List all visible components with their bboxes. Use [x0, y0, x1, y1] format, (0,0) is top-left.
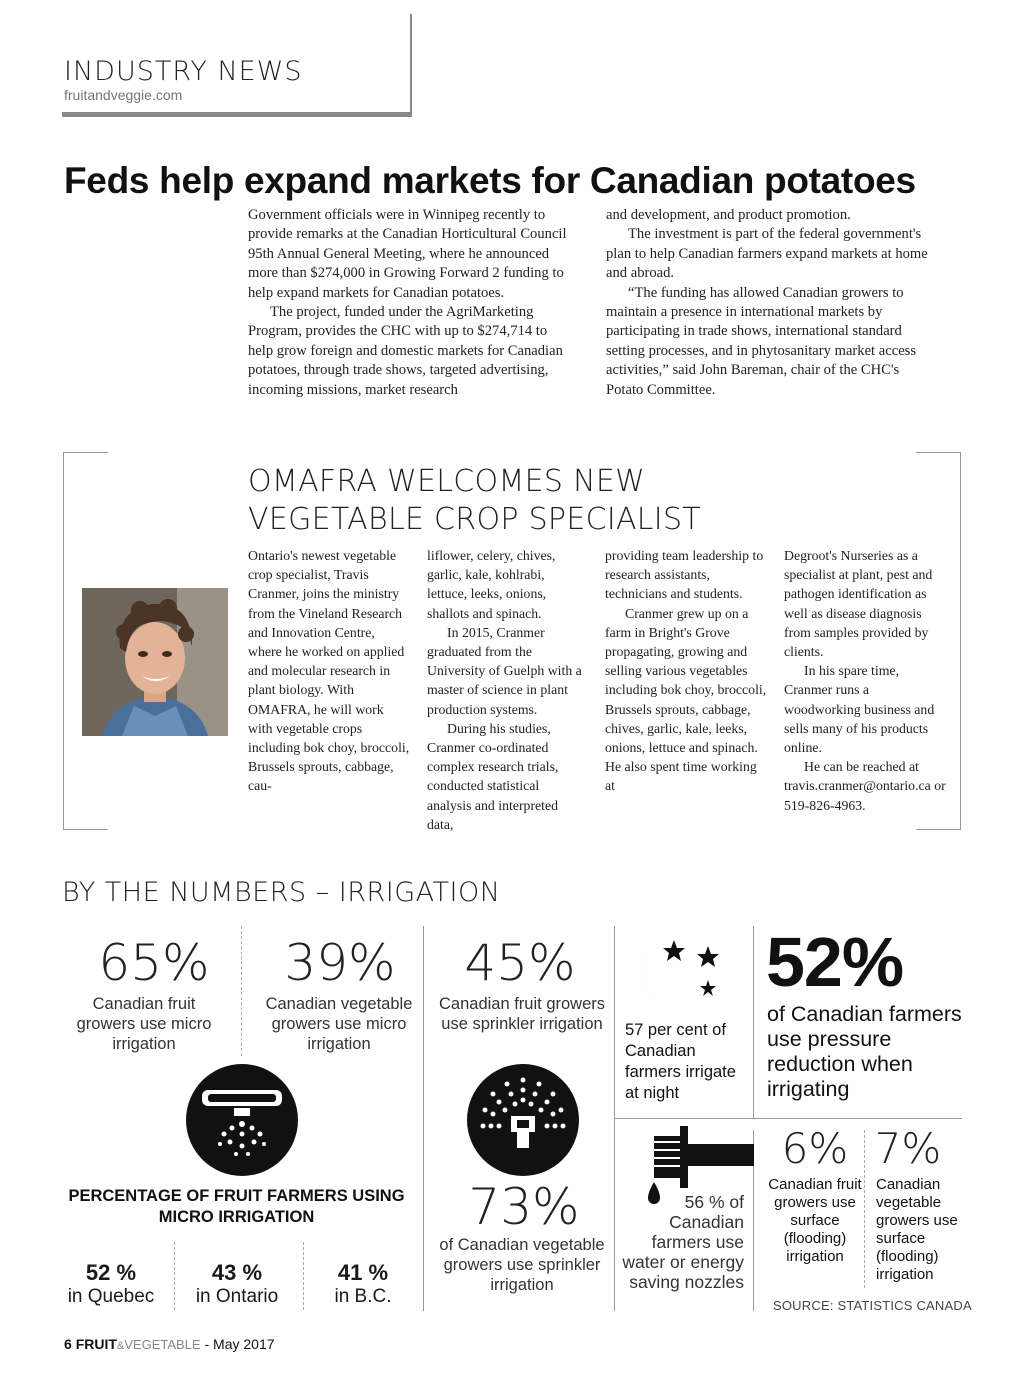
article1-column-1 — [248, 206, 570, 400]
brand-ampersand: & — [116, 1340, 125, 1352]
divider — [753, 926, 754, 1118]
article2-column-1 — [248, 546, 410, 796]
stat-veg-sprinkler-value: 73% — [468, 1178, 580, 1236]
stat-night-caption: 57 per cent of Canadian farmers irrigate at night — [625, 1021, 736, 1102]
stat-veg-surface-caption: Canadian vegetable growers use surface (flooding) irrigation — [876, 1176, 958, 1283]
stat-veg-micro-value: 39% — [284, 934, 396, 992]
article1-paragraph: “The funding has allowed Canadian growers to maintain a presence in international markets by participating in trade shows, international standard setting processes, and in phytosanitary market access activities,” said John Bareman, chair of the CHC's Potato Committee. — [606, 284, 917, 398]
article2-paragraph: Ontario's newest vegetable crop specialist, Travis Cranmer, joins the ministry from the Vineland Research and Innovation Centre, where he worked on applied and molecular research in plant biology. With OMAFRA, he will work with vegetable crops including bok choy, broccoli, Brussels sprouts, cabbage, cau- — [248, 548, 410, 794]
site-url[interactable]: fruitandveggie.com — [64, 87, 183, 103]
article2-column-3 — [605, 546, 767, 796]
ontario-value: 43 % — [211, 1260, 263, 1285]
stat-veg-sprinkler-caption: of Canadian vegetable growers use sprinkler irrigation — [439, 1236, 605, 1294]
stat-nozzle-caption: 56 % of Canadian farmers use water or energy saving nozzles — [622, 1192, 744, 1292]
bc-value: 41 % — [337, 1260, 389, 1285]
section-label: INDUSTRY NEWS — [64, 56, 303, 87]
micro-sprinkler-icon — [186, 1064, 298, 1176]
article1-paragraph: The investment is part of the federal government's plan to help Canadian farmers expand markets at home and abroad. — [606, 226, 928, 282]
article2-column-2 — [427, 546, 587, 834]
stat-fruit-surface-value: 6% — [781, 1124, 849, 1173]
article1-paragraph: The project, funded under the AgriMarketing Program, provides the CHC with up to $274,714 to help grow foreign and domestic markets for Canadian potatoes, through trade shows, targeted advertising, incoming missions, market research — [248, 304, 563, 398]
stat-veg-surface-value: 7% — [874, 1124, 942, 1173]
issue-date: - May 2017 — [200, 1336, 275, 1352]
ontario-label: in Ontario — [195, 1286, 279, 1307]
numbers-title: BY THE NUMBERS – IRRIGATION — [62, 877, 501, 908]
quebec-value: 52 % — [85, 1260, 137, 1285]
divider — [174, 1242, 175, 1310]
quebec-label: in Quebec — [67, 1286, 155, 1307]
article1-paragraph: Government officials were in Winnipeg recently to provide remarks at the Canadian Horticultural Council 95th Annual General Meeting, where he announced more than $274,000 in Growing Forward 2 funding to help expand markets for Canadian potatoes. — [248, 207, 567, 301]
bc-label: in B.C. — [334, 1286, 392, 1307]
stat-fruit-sprinkler-caption: Canadian fruit growers use sprinkler irrigation — [439, 995, 605, 1033]
article2-paragraph: In his spare time, Cranmer runs a woodworking business and sells many of his products online. — [784, 663, 935, 756]
article2-paragraph: liflower, celery, chives, garlic, kale, kohlrabi, lettuce, leeks, onions, shallots and spinach. — [427, 548, 556, 621]
travis-cranmer-photo — [82, 588, 228, 736]
stat-pressure-caption: of Canadian farmers use pressure reduction when irrigating — [767, 1002, 962, 1101]
article1-paragraph: and development, and product promotion. — [606, 207, 851, 223]
source-note: SOURCE: STATISTICS CANADA — [773, 1298, 972, 1313]
article2-paragraph: During his studies, Cranmer co-ordinated complex research trials, conducted statistical analysis and interpreted data, — [427, 720, 559, 832]
article-headline: Feds help expand markets for Canadian potatoes — [64, 160, 916, 201]
page-footer — [64, 1336, 275, 1352]
stat-pressure-value: 52% — [766, 923, 904, 1001]
page-number: 6 — [64, 1336, 72, 1352]
article2-paragraph: Degroot's Nurseries as a specialist at plant, pest and pathogen identification as well as disease diagnosis from samples provided by clients. — [784, 548, 933, 660]
brand-vegetable: VEGETABLE — [124, 1337, 201, 1352]
sprinkler-icon — [467, 1064, 579, 1176]
stat-fruit-sprinkler-value: 45% — [464, 934, 576, 992]
stat-veg-micro-caption: Canadian vegetable growers use micro irrigation — [265, 995, 413, 1053]
micro-irrigation-heading: PERCENTAGE OF FRUIT FARMERS USING MICRO IRRIGATION — [68, 1187, 405, 1226]
article2-paragraph: Cranmer grew up on a farm in Bright's Grove propagating, growing and selling various vegetables including bok choy, broccoli, Brussels sprouts, cabbage, chives, garlic, kale, leeks, onions, lettuce and spinach. He also spent time working at — [605, 605, 767, 794]
brand-fruit: FRUIT — [75, 1336, 117, 1352]
article2-column-4 — [784, 546, 946, 815]
stat-fruit-micro-value: 65% — [98, 934, 210, 992]
stat-fruit-surface-caption: Canadian fruit growers use surface (flooding) irrigation — [768, 1176, 862, 1265]
divider — [614, 1118, 962, 1119]
article2-paragraph: He can be reached at travis.cranmer@ontario.ca or 519-826-4963. — [784, 759, 946, 813]
article2-paragraph: providing team leadership to research assistants, technicians and students. — [605, 548, 764, 602]
moon-stars-icon — [622, 934, 726, 1019]
omafra-title: OMAFRA WELCOMES NEW VEGETABLE CROP SPECIALIST — [248, 464, 701, 537]
article1-column-2 — [606, 206, 934, 400]
article2-paragraph: In 2015, Cranmer graduated from the University of Guelph with a master of science in plant production systems. — [427, 624, 582, 717]
stat-fruit-micro-caption: Canadian fruit growers use micro irrigation — [76, 995, 212, 1053]
